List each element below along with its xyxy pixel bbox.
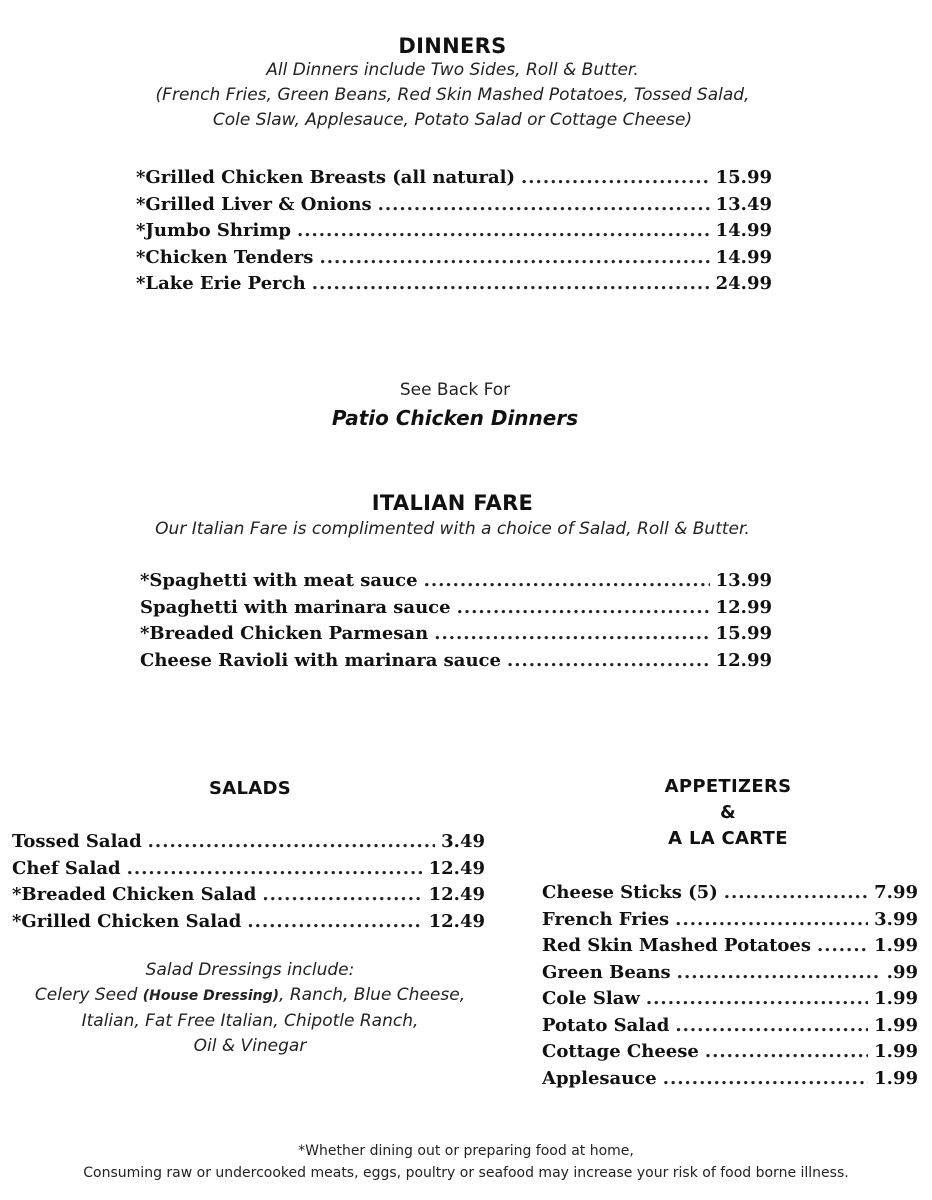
- item-name: *Breaded Chicken Parmesan: [140, 623, 429, 644]
- item-name: *Jumbo Shrimp: [136, 220, 291, 241]
- item-name: *Spaghetti with meat sauce: [140, 570, 418, 591]
- item-name: *Grilled Liver & Onions: [136, 193, 372, 215]
- list-item: [12, 856, 485, 883]
- dressings-heading: Salad Dressings include:: [145, 960, 355, 980]
- item-price: 1.99: [874, 1041, 918, 1062]
- item-price: 13.99: [715, 570, 772, 591]
- item-name: *Grilled Chicken Breasts (all natural): [136, 167, 516, 188]
- appetizers-title-line3: A LA CARTE: [668, 828, 788, 849]
- list-item: [136, 218, 772, 245]
- item-name: Applesauce: [542, 1067, 657, 1089]
- item-price: 3.99: [874, 908, 918, 930]
- salads-list: [12, 829, 485, 935]
- list-item: [542, 1066, 918, 1093]
- dressings-line1: Celery Seed (House Dressing), Ranch, Blue Cheese,: [34, 985, 466, 1005]
- dinners-note-line2: (French Fries, Green Beans, Red Skin Mashed Potatoes, Tossed Salad,: [155, 85, 750, 105]
- item-price: 12.49: [428, 857, 485, 879]
- item-name: Spaghetti with marinara sauce: [140, 596, 451, 618]
- list-item: [140, 621, 772, 648]
- list-item: [542, 1013, 918, 1040]
- list-item: [136, 192, 772, 219]
- dinners-list: [136, 165, 772, 298]
- footnote: [0, 1140, 932, 1184]
- dinners-note-line1: All Dinners include Two Sides, Roll & Butter.: [266, 60, 639, 80]
- italian-section: [60, 491, 845, 542]
- item-price: 12.49: [428, 910, 485, 932]
- list-item: [140, 648, 772, 675]
- see-back-text: See Back For: [399, 380, 511, 400]
- item-price: 1.99: [874, 1067, 918, 1089]
- item-name: Cole Slaw: [542, 988, 640, 1009]
- item-name: Potato Salad: [542, 1014, 670, 1036]
- list-item: [12, 882, 485, 909]
- item-name: *Lake Erie Perch: [136, 273, 306, 294]
- item-name: *Chicken Tenders: [136, 246, 314, 268]
- dressings-line2: Italian, Fat Free Italian, Chipotle Ranch,: [81, 1011, 419, 1031]
- item-price: 1.99: [874, 1014, 918, 1036]
- list-item: [140, 595, 772, 622]
- list-item: [542, 933, 918, 960]
- item-name: Chef Salad: [12, 857, 121, 879]
- item-price: 15.99: [715, 623, 772, 644]
- list-item: [136, 271, 772, 298]
- list-item: [12, 829, 485, 856]
- dinners-note-line3: Cole Slaw, Applesauce, Potato Salad or Cottage Cheese): [212, 110, 693, 130]
- item-price: 15.99: [715, 167, 772, 188]
- patio-chicken-text: Patio Chicken Dinners: [331, 406, 579, 430]
- appetizers-title-line1: APPETIZERS: [664, 776, 792, 797]
- appetizers-header: [588, 774, 868, 852]
- item-price: .99: [886, 961, 918, 983]
- item-price: 12.99: [715, 649, 772, 671]
- dressings-line3: Oil & Vinegar: [193, 1036, 307, 1056]
- dressings-section: [0, 958, 500, 1059]
- house-dressing-label: (House Dressing): [142, 988, 280, 1004]
- dinners-title: DINNERS: [398, 34, 507, 58]
- item-name: *Grilled Chicken Salad: [12, 910, 242, 932]
- item-name: Cheese Ravioli with marinara sauce: [140, 649, 501, 671]
- appetizers-list: [542, 880, 918, 1092]
- item-price: 1.99: [874, 988, 918, 1009]
- see-back-section: [200, 380, 710, 430]
- salads-title: SALADS: [208, 778, 291, 799]
- item-price: 1.99: [874, 935, 918, 956]
- list-item: [542, 986, 918, 1013]
- dinners-section: [60, 34, 845, 133]
- list-item: [542, 960, 918, 987]
- italian-list: [140, 568, 772, 674]
- list-item: [542, 907, 918, 934]
- footnote-line1: *Whether dining out or preparing food at home,: [298, 1143, 634, 1159]
- item-price: 14.99: [715, 220, 772, 241]
- italian-note: Our Italian Fare is complimented with a choice of Salad, Roll & Butter.: [155, 519, 750, 539]
- item-name: *Breaded Chicken Salad: [12, 884, 257, 905]
- item-name: Cheese Sticks (5): [542, 882, 718, 903]
- item-name: Green Beans: [542, 961, 671, 983]
- item-name: Cottage Cheese: [542, 1041, 699, 1062]
- appetizers-title-line2: &: [720, 802, 736, 823]
- item-price: 14.99: [715, 246, 772, 268]
- footnote-line2: Consuming raw or undercooked meats, eggs, poultry or seafood may increase your risk of food borne illness.: [83, 1165, 849, 1181]
- item-price: 13.49: [715, 193, 772, 215]
- italian-title: ITALIAN FARE: [371, 491, 534, 515]
- list-item: [542, 880, 918, 907]
- salads-header: [130, 776, 370, 802]
- item-price: 24.99: [715, 273, 772, 294]
- item-name: French Fries: [542, 908, 670, 930]
- item-price: 7.99: [874, 882, 918, 903]
- list-item: [12, 909, 485, 936]
- list-item: [542, 1039, 918, 1066]
- item-price: 12.99: [715, 596, 772, 618]
- item-name: Red Skin Mashed Potatoes: [542, 935, 811, 956]
- item-price: 12.49: [428, 884, 485, 905]
- list-item: [140, 568, 772, 595]
- list-item: [136, 245, 772, 272]
- item-price: 3.49: [441, 831, 485, 852]
- item-name: Tossed Salad: [12, 831, 142, 852]
- list-item: [136, 165, 772, 192]
